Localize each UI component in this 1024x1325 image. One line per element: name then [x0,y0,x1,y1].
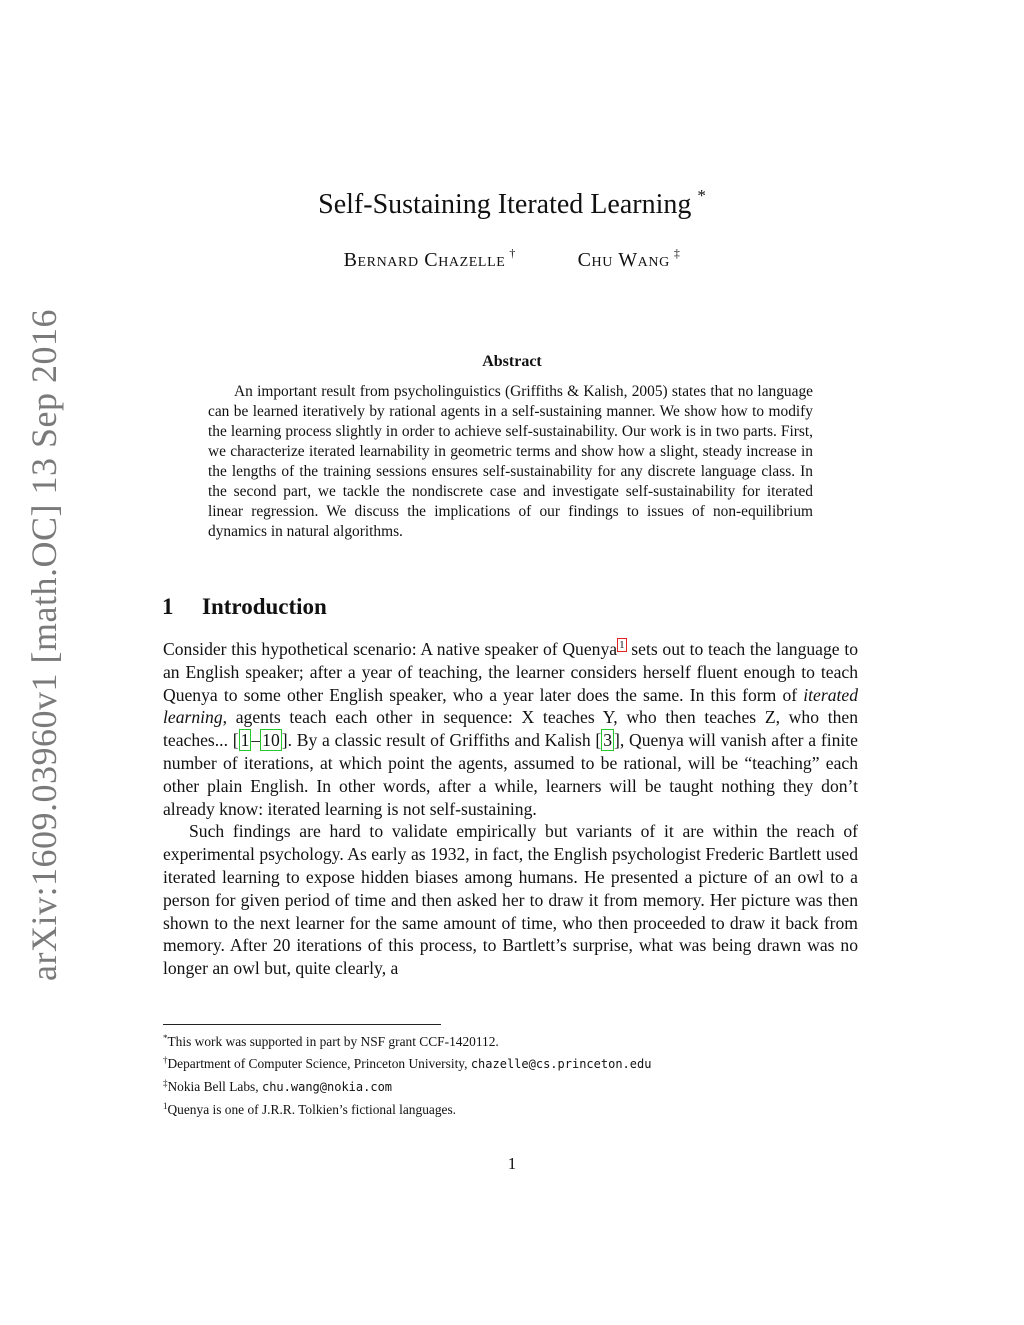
paper-title [0,186,1024,221]
paragraph-1: Consider this hypothetical scenario: A native speaker of Quenya $^1$ sets out to teach the language to an English speaker; after a year of teaching, the learner considers herself fluent enough to teach Quenya to some other English speaker, who a year later does the same. In this form of iterated learning, agents teach each other in sequence: X teaches Y, who then teaches Z, who then teaches... [ 1 – 10 ]. By a classic result of Griffiths and Kalish [ 3 ], Quenya will vanish after a finite number of iterations, at which point the agents, assumed to be rational, will be “teaching” each other plain English. In other words, after a while, learners will be taught nothing they don’t already know: iterated learning is not self-sustaining. [163,639,859,819]
title-footnote-mark: * [697,186,706,205]
footnote-affiliation-wang [163,1074,863,1097]
footnote-quenya [163,1097,863,1119]
footnote-mark: 1 [163,1101,168,1111]
paragraph-1-text-b: sets out to teach the language to an English speaker; after a year of teaching, the learner considers herself fluent enough to teach Quenya to some other English speaker, who a year later does the same. In this form of [163,639,859,705]
section-number: 1 [162,594,174,619]
author-list [0,246,1024,272]
footnote-text: Nokia Bell Labs, [167,1079,262,1094]
abstract-text: An important result from psycholinguistics (Griffiths & Kalish, 2005) states that no language can be learned iteratively by rational agents in a self-sustaining manner. We show how to modify the learning process slightly in order to achieve self-sustainability. Our work is in two parts. First, we characterize iterated learnability in geometric terms and show how a slight, steady increase in the lengths of the training sessions ensures self-sustainability for any discrete language class. In the second part, we tackle the nondiscrete case and investigate self-sustainability for iterated linear regression. We discuss the implications of our findings to issues of non-equilibrium dynamics in natural algorithms. [208,383,813,540]
footnote-divider [163,1024,441,1025]
citation-link-10[interactable]: 10 [262,730,280,751]
citation-link-3[interactable]: 3 [603,730,613,751]
footnote-text: Quenya is one of J.R.R. Tolkien’s fictional languages. [167,1102,457,1117]
abstract-heading: Abstract [482,353,542,370]
author-mark: † [509,246,516,260]
footnote-mark: † [163,1055,168,1065]
author-1 [344,246,516,272]
email-chazelle: chazelle@cs.princeton.edu [470,1057,652,1071]
section-heading [162,594,327,620]
footnote-funding [163,1029,863,1051]
footnote-link-1[interactable]: 1 [619,639,625,651]
footnote-mark: ‡ [163,1078,168,1088]
paragraph-1-text-e: , Quenya will vanish after a finite number of iterations, at which point the agents, assumed to be rational, will be “teaching” each other plain English. In other words, after a while, learners will be taught nothing they don’t already know: iterated learning is not self-sustaining. [163,730,858,819]
author-mark: ‡ [673,246,681,260]
arxiv-stamp: arXiv:1609.03960v1 [math.OC] 13 Sep 2016 [24,309,64,981]
paragraph-2: Such findings are hard to validate empirically but variants of it are within the reach of experimental psychology. As early as 1932, in fact, the English psychologist Frederic Bartlett used iterated learning to expose hidden biases among humans. He presented a picture of an owl to a person for given period of time and then asked her to draw it from memory. Her picture was then shown to the next learner for the same amount of time, who then proceeded to draw it back from memory. After 20 iterations of this process, to Bartlett’s surprise, what was being drawn was no longer an owl but, quite clearly, a [163,821,858,979]
author-2 [578,246,681,272]
author-name: Bernard Chazelle [343,249,506,271]
paragraph-1-text-d: . By a classic result of Griffiths and Kalish [287,730,596,751]
footnotes [163,1029,863,1119]
introduction-body [163,638,858,980]
footnote-affiliation-chazelle [163,1051,863,1074]
email-wang: chu.wang@nokia.com [261,1080,393,1094]
citation-range-separator: – [251,730,261,751]
footnote-text: This work was supported in part by NSF grant CCF-1420112. [167,1034,499,1049]
author-name: Chu Wang [577,249,670,271]
citation-link-1[interactable]: 1 [240,730,250,751]
paper-title-text: Self-Sustaining Iterated Learning [318,189,692,220]
section-title: Introduction [202,594,327,619]
footnote-text: Department of Computer Science, Princeton University, [167,1056,471,1071]
paragraph-1-text-c: , agents teach each other in sequence: X teaches Y, who then teaches Z, who then teaches... [163,707,858,751]
page-number: 1 [507,1154,517,1173]
footnote-mark: * [163,1033,168,1043]
paragraph-1-text-a: Consider this hypothetical scenario: A native speaker of Quenya [163,639,618,659]
emphasis-iterated-learning: iterated learning [163,684,858,728]
